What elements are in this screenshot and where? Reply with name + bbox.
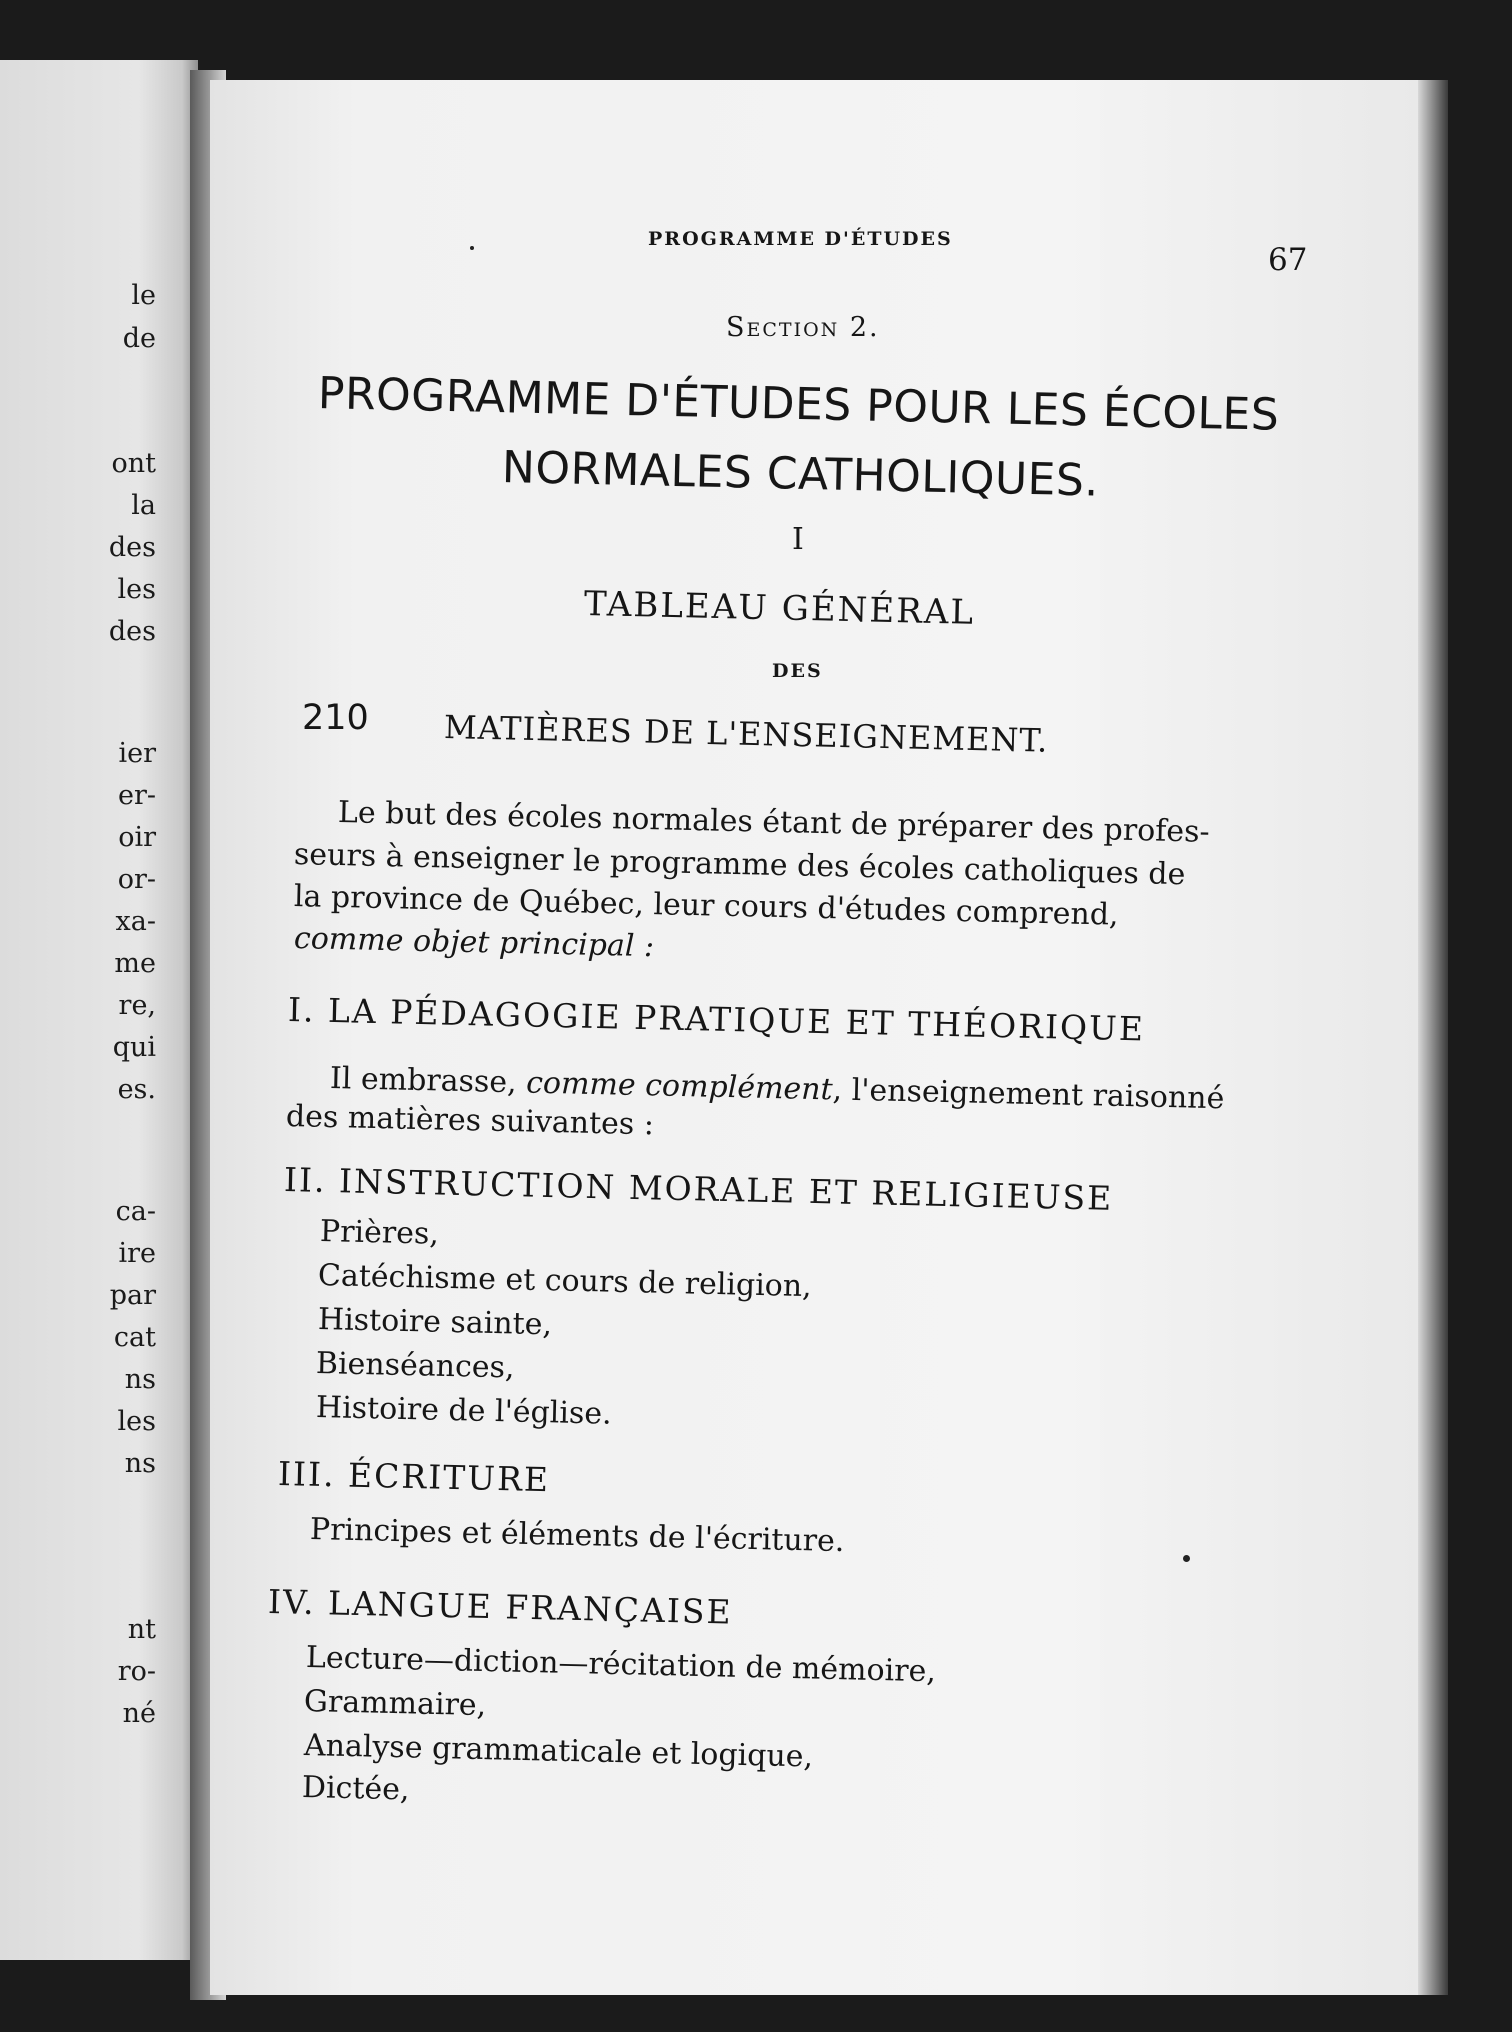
subtitle-tableau: TABLEAU GÉNÉRAL: [583, 584, 976, 633]
left-page-fragment: xa-: [115, 906, 156, 937]
list-item: Catéchisme et cours de religion,: [317, 1258, 813, 1305]
running-head: PROGRAMME D'ÉTUDES: [648, 228, 953, 250]
complement-text: Il embrasse,: [329, 1061, 527, 1101]
left-page-fragment: la: [131, 490, 156, 521]
left-page-fragment: des: [108, 616, 156, 647]
left-page-fragment: ier: [118, 738, 156, 769]
part-number: I: [792, 522, 804, 557]
left-page-fragment: er-: [117, 780, 156, 811]
left-page-fragment: les: [117, 574, 156, 605]
list-item: Analyse grammaticale et logique,: [303, 1728, 814, 1775]
page-edge: [1418, 80, 1448, 1995]
left-page-fragment: es.: [117, 1074, 156, 1105]
left-page-fragment: né: [122, 1698, 156, 1729]
left-page-fragment: me: [114, 948, 156, 979]
list-item: Dictée,: [301, 1770, 410, 1808]
list-item: Principes et éléments de l'écriture.: [309, 1512, 845, 1560]
page-number: 67: [1268, 242, 1308, 278]
left-page-fragment: nt: [127, 1614, 156, 1645]
section-label: Section 2.: [726, 312, 880, 343]
left-page-fragment: des: [108, 532, 156, 563]
subtitle-matieres: MATIÈRES DE L'ENSEIGNEMENT.: [443, 708, 1049, 760]
left-page-fragment: les: [117, 1406, 156, 1437]
complement-line: des matières suivantes :: [285, 1099, 655, 1143]
left-page-fragment: re,: [118, 990, 156, 1021]
left-facing-page: [0, 60, 198, 1960]
list-item: Histoire sainte,: [317, 1302, 553, 1343]
left-page-fragment: qui: [112, 1032, 156, 1063]
intro-line: la province de Québec, leur cours d'études comprend,: [293, 879, 1119, 933]
page-title-line: NORMALES CATHOLIQUES.: [501, 442, 1100, 507]
intro-line: Le but des écoles normales étant de préparer des profes-: [337, 795, 1210, 850]
list-item: Lecture—diction—récitation de mémoire,: [305, 1640, 937, 1690]
left-page-fragment: ns: [124, 1448, 156, 1479]
list-item: Prières,: [319, 1214, 440, 1252]
ink-speck: [1183, 1555, 1190, 1562]
intro-line: comme objet principal :: [293, 921, 655, 965]
left-page-fragment: oir: [118, 822, 156, 853]
list-item: Grammaire,: [303, 1684, 487, 1724]
left-page-fragment: ont: [111, 448, 156, 479]
left-page-fragment: cat: [113, 1322, 156, 1353]
intro-line: seurs à enseigner le programme des écoles catholiques de: [293, 837, 1186, 893]
left-page-fragment: ca-: [115, 1196, 156, 1227]
subtitle-des: DES: [772, 660, 823, 682]
section-heading: II. INSTRUCTION MORALE ET RELIGIEUSE: [283, 1160, 1114, 1218]
list-item: Histoire de l'église.: [315, 1390, 612, 1432]
ink-speck: [470, 246, 474, 250]
left-page-fragment: ire: [118, 1238, 156, 1269]
margin-number: 210: [302, 698, 369, 738]
complement-text: , l'enseignement raisonné: [832, 1072, 1225, 1117]
left-page-fragment: ns: [124, 1364, 156, 1395]
section-heading: IV. LANGUE FRANÇAISE: [267, 1582, 734, 1632]
left-page-fragment: par: [109, 1280, 156, 1311]
list-item: Bienséances,: [315, 1346, 515, 1386]
section-heading: III. ÉCRITURE: [277, 1454, 551, 1500]
section-heading: I. LA PÉDAGOGIE PRATIQUE ET THÉORIQUE: [287, 990, 1146, 1049]
page-title-line: PROGRAMME D'ÉTUDES POUR LES ÉCOLES: [317, 368, 1280, 441]
complement-emphasis: comme complément: [525, 1065, 834, 1108]
left-page-fragment: or-: [117, 864, 156, 895]
left-page-fragment: de: [122, 323, 156, 354]
left-page-fragment: le: [131, 280, 156, 311]
left-page-fragment: ro-: [117, 1656, 156, 1687]
